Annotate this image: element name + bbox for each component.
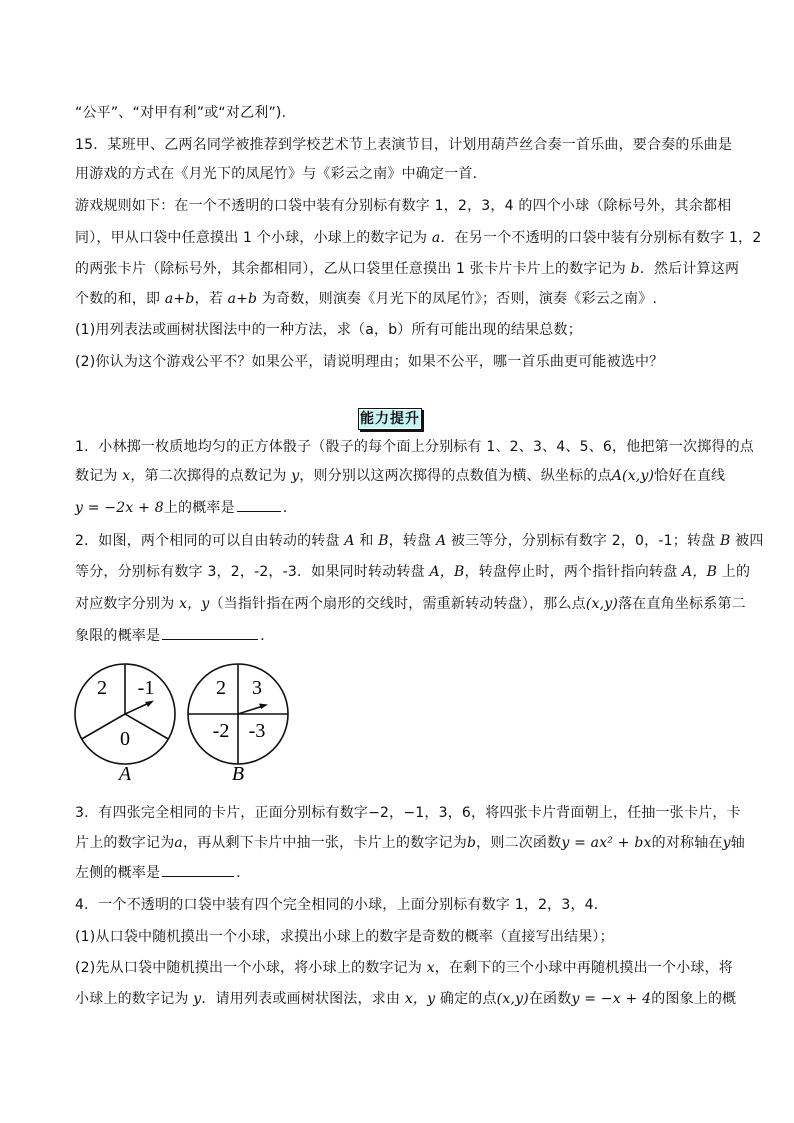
spinner-A-label-3: 0 bbox=[120, 728, 130, 750]
p1-text-2b: ，第二次掷得的点数记为 bbox=[130, 468, 292, 484]
p2-text-1d: 被三等分，分别标有数字 2，0，-1；转盘 bbox=[446, 533, 720, 549]
p1-answer-blank[interactable] bbox=[237, 497, 281, 512]
p2-line-1 bbox=[75, 531, 764, 551]
p3-line-2 bbox=[75, 833, 745, 853]
p3-line-1 bbox=[75, 803, 741, 823]
p1-line-1 bbox=[75, 437, 754, 457]
p2-point: (x,y) bbox=[585, 596, 619, 612]
p4-text-3e: 的图象上的概 bbox=[651, 991, 737, 1007]
q15-text-2: 用游戏的方式在《月光下的凤尾竹》与《彩云之南》中确定一首． bbox=[75, 166, 487, 182]
p3-text-2e: 轴 bbox=[730, 835, 745, 851]
q15-var-b: b bbox=[630, 261, 640, 277]
p2-text-1e: 被四 bbox=[730, 533, 764, 549]
p2-var-AB2: A，B bbox=[682, 564, 718, 580]
p3-text-3a: 左侧的概率是 bbox=[75, 865, 161, 881]
spinner-B-name: B bbox=[231, 763, 245, 785]
spinner-A-divider-3 bbox=[125, 714, 168, 739]
spinner-B bbox=[188, 664, 288, 785]
p3-text-3end: ． bbox=[236, 865, 251, 881]
section-title-box bbox=[358, 408, 422, 430]
q15-sub-1-text: (1)用列表法或画树状图法中的一种方法，求（a，b）所有可能出现的结果总数； bbox=[75, 322, 582, 338]
p4-sub-1 bbox=[75, 927, 725, 947]
q15-text-1: 15．某班甲、乙两名同学被推荐到学校艺术节上表演节目，计划用葫芦丝合奏一首乐曲，要合奏的乐曲是 bbox=[75, 137, 733, 153]
p2-line-2 bbox=[75, 562, 751, 582]
p3-text-1: 3．有四张完全相同的卡片，正面分别标有数字−2，−1，3，6，将四张卡片背面朝上，任抽一张卡片，卡 bbox=[75, 805, 741, 821]
p2-text-1a: 2．如图，两个相同的可以自由转动的转盘 bbox=[75, 533, 345, 549]
p1-text-2c: ，则分别以这两次掷得的点数值为横、纵坐标的点 bbox=[299, 468, 612, 484]
p3-text-2c: ，则二次函数 bbox=[476, 835, 562, 851]
p3-line-3 bbox=[75, 862, 725, 883]
p2-text-1c: ，转盘 bbox=[388, 533, 436, 549]
spinner-B-label-1: 2 bbox=[216, 677, 226, 699]
p1-var-x: x bbox=[122, 468, 131, 484]
p4-function: y = −x + 4 bbox=[571, 991, 652, 1007]
q15-text-6b: ，若 bbox=[194, 291, 228, 307]
p3-var-a: a bbox=[174, 835, 183, 851]
p3-text-2d: 的对称轴在 bbox=[651, 835, 723, 851]
q15-line-4 bbox=[75, 228, 762, 248]
p2-text-1b: 和 bbox=[354, 533, 379, 549]
p3-var-y: y bbox=[722, 835, 731, 851]
p4-text-1: 4．一个不透明的口袋中装有四个完全相同的小球，上面分别标有数字 1，2，3，4． bbox=[75, 897, 608, 913]
p2-text-4a: 象限的概率是 bbox=[75, 628, 161, 644]
p3-var-b: b bbox=[466, 835, 477, 851]
p2-var-B2: B bbox=[719, 533, 731, 549]
q15-text-5b: ．然后计算这两 bbox=[639, 261, 740, 277]
spinner-A-label-2: -1 bbox=[137, 677, 155, 699]
p3-answer-blank[interactable] bbox=[162, 862, 234, 877]
spinner-B-label-4: -3 bbox=[248, 720, 266, 742]
q15-sum-2: a+b bbox=[227, 291, 258, 307]
q15-text-6a: 个数的和，即 bbox=[75, 291, 165, 307]
p1-text-1: 1．小林掷一枚质地均匀的正方体骰子（骰子的每个面上分别标有 1、2、3、4、5、6，他把第一次掷得的点 bbox=[75, 439, 754, 455]
p2-var-xy: x，y bbox=[179, 596, 210, 612]
p2-text-2b: ，转盘停止时，两个指针指向转盘 bbox=[464, 564, 683, 580]
q15-text-4a: 同），甲从口袋中任意摸出 1 个小球，小球上的数字记为 bbox=[75, 230, 432, 246]
p4-sub-2a: (2)先从口袋中随机摸出一个小球，将小球上的数字记为 bbox=[75, 960, 427, 976]
p4-sub-2 bbox=[75, 958, 733, 978]
q15-var-a: a bbox=[431, 230, 441, 246]
p1-text-3end: ． bbox=[282, 500, 298, 516]
p1-text-2d: 恰好在直线 bbox=[654, 468, 726, 484]
p4-sub-1-text: (1)从口袋中随机摸出一个小球，求摸出小球上的数字是奇数的概率（直接写出结果）； bbox=[75, 929, 614, 945]
q15-text-4b: ．在另一个不透明的口袋中装有分别标有数字 1，2 bbox=[440, 230, 762, 246]
p2-text-3a: 对应数字分别为 bbox=[75, 596, 180, 612]
p2-var-AB: A，B bbox=[429, 564, 465, 580]
q15-line-5 bbox=[75, 259, 740, 279]
q15-text-6c: 为奇数，则演奏《月光下的凤尾竹》；否则，演奏《彩云之南》. bbox=[257, 291, 658, 307]
spinner-B-pointer bbox=[238, 706, 263, 714]
q15-sub-2 bbox=[75, 352, 725, 372]
p2-text-2a: 等分，分别标有数字 3，2，-2，-3．如果同时转动转盘 bbox=[75, 564, 430, 580]
p4-text-3a: 小球上的数字记为 bbox=[75, 991, 194, 1007]
p1-point-A: A(x,y) bbox=[611, 468, 655, 484]
q15-line-2 bbox=[75, 164, 725, 184]
p2-text-3b: （当指针指在两个扇形的交线时，需重新转动转盘），那么点 bbox=[209, 596, 586, 612]
p2-var-B: B bbox=[378, 533, 389, 549]
p3-text-2b: ，再从剩下卡片中抽一张，卡片上的数字记为 bbox=[182, 835, 467, 851]
p2-line-3 bbox=[75, 594, 746, 614]
spinner-A-pointer-arrow-icon bbox=[145, 701, 154, 708]
p4-point: (x,y) bbox=[496, 991, 529, 1007]
p1-text-3b: 上的概率是 bbox=[163, 500, 235, 516]
p1-line-2 bbox=[75, 466, 725, 486]
q15-sub-2-text: (2)你认为这个游戏公平不？如果公平，请说明理由；如果不公平，哪一首乐曲更可能被选中？ bbox=[75, 354, 664, 370]
p2-text-2c: 上的 bbox=[717, 564, 751, 580]
q15-line-3 bbox=[75, 196, 732, 216]
p4-var-y: y bbox=[193, 991, 202, 1007]
q15-line-6 bbox=[75, 289, 725, 309]
p4-text-3c: 确定的点 bbox=[435, 991, 497, 1007]
p4-line-1 bbox=[75, 895, 725, 915]
p2-line-4 bbox=[75, 625, 725, 646]
p3-text-2a: 片上的数字记为 bbox=[75, 835, 175, 851]
p1-equation: y = −2x + 8 bbox=[75, 500, 164, 516]
spinners-figure bbox=[70, 662, 300, 786]
p2-var-A: A bbox=[344, 533, 355, 549]
section-title: 能力提升 bbox=[360, 411, 420, 427]
spinner-B-pointer-arrow-icon bbox=[259, 704, 268, 710]
q15-sub-1 bbox=[75, 320, 725, 340]
p2-text-3c: 落在直角坐标系第二 bbox=[618, 596, 746, 612]
p4-text-3d: 在函数 bbox=[528, 991, 572, 1007]
q15-text-5a: 的两张卡片（除标号外，其余都相同），乙从口袋里任意摸出 1 张卡片卡片上的数字记为 bbox=[75, 261, 631, 277]
p4-var-xy: x，y bbox=[404, 991, 436, 1007]
p4-line-3 bbox=[75, 989, 737, 1009]
p2-var-A2: A bbox=[435, 533, 447, 549]
spinner-B-label-3: -2 bbox=[212, 720, 230, 742]
spinner-B-label-2: 3 bbox=[252, 677, 262, 699]
p2-text-4end: ． bbox=[260, 628, 275, 644]
q15-sum-1: a+b bbox=[164, 291, 195, 307]
spinner-A-divider-2 bbox=[82, 714, 125, 739]
spinner-A bbox=[75, 664, 175, 785]
p4-sub-2b: ，在剩下的三个小球中再随机摸出一个小球，将 bbox=[434, 960, 733, 976]
spinner-A-pointer bbox=[125, 703, 149, 714]
p2-answer-blank[interactable] bbox=[162, 625, 258, 640]
p3-function: y = ax² + bx bbox=[561, 835, 652, 851]
q14-tail-line bbox=[75, 103, 725, 123]
p1-var-y: y bbox=[291, 468, 300, 484]
p1-text-2a: 数记为 bbox=[75, 468, 123, 484]
p4-text-3b: ．请用列表或画树状图法，求由 bbox=[201, 991, 405, 1007]
q15-text-3: 游戏规则如下：在一个不透明的口袋中装有分别标有数字 1，2，3，4 的四个小球（除标号外，其余都相 bbox=[75, 198, 732, 214]
spinner-A-name: A bbox=[118, 763, 132, 785]
spinner-A-label-1: 2 bbox=[97, 677, 107, 699]
p4-var-x: x bbox=[426, 960, 435, 976]
q14-tail-text: “公平”、“对甲有利”或“对乙利”). bbox=[75, 105, 287, 121]
q15-line-1 bbox=[75, 135, 733, 155]
p1-line-3 bbox=[75, 497, 725, 518]
